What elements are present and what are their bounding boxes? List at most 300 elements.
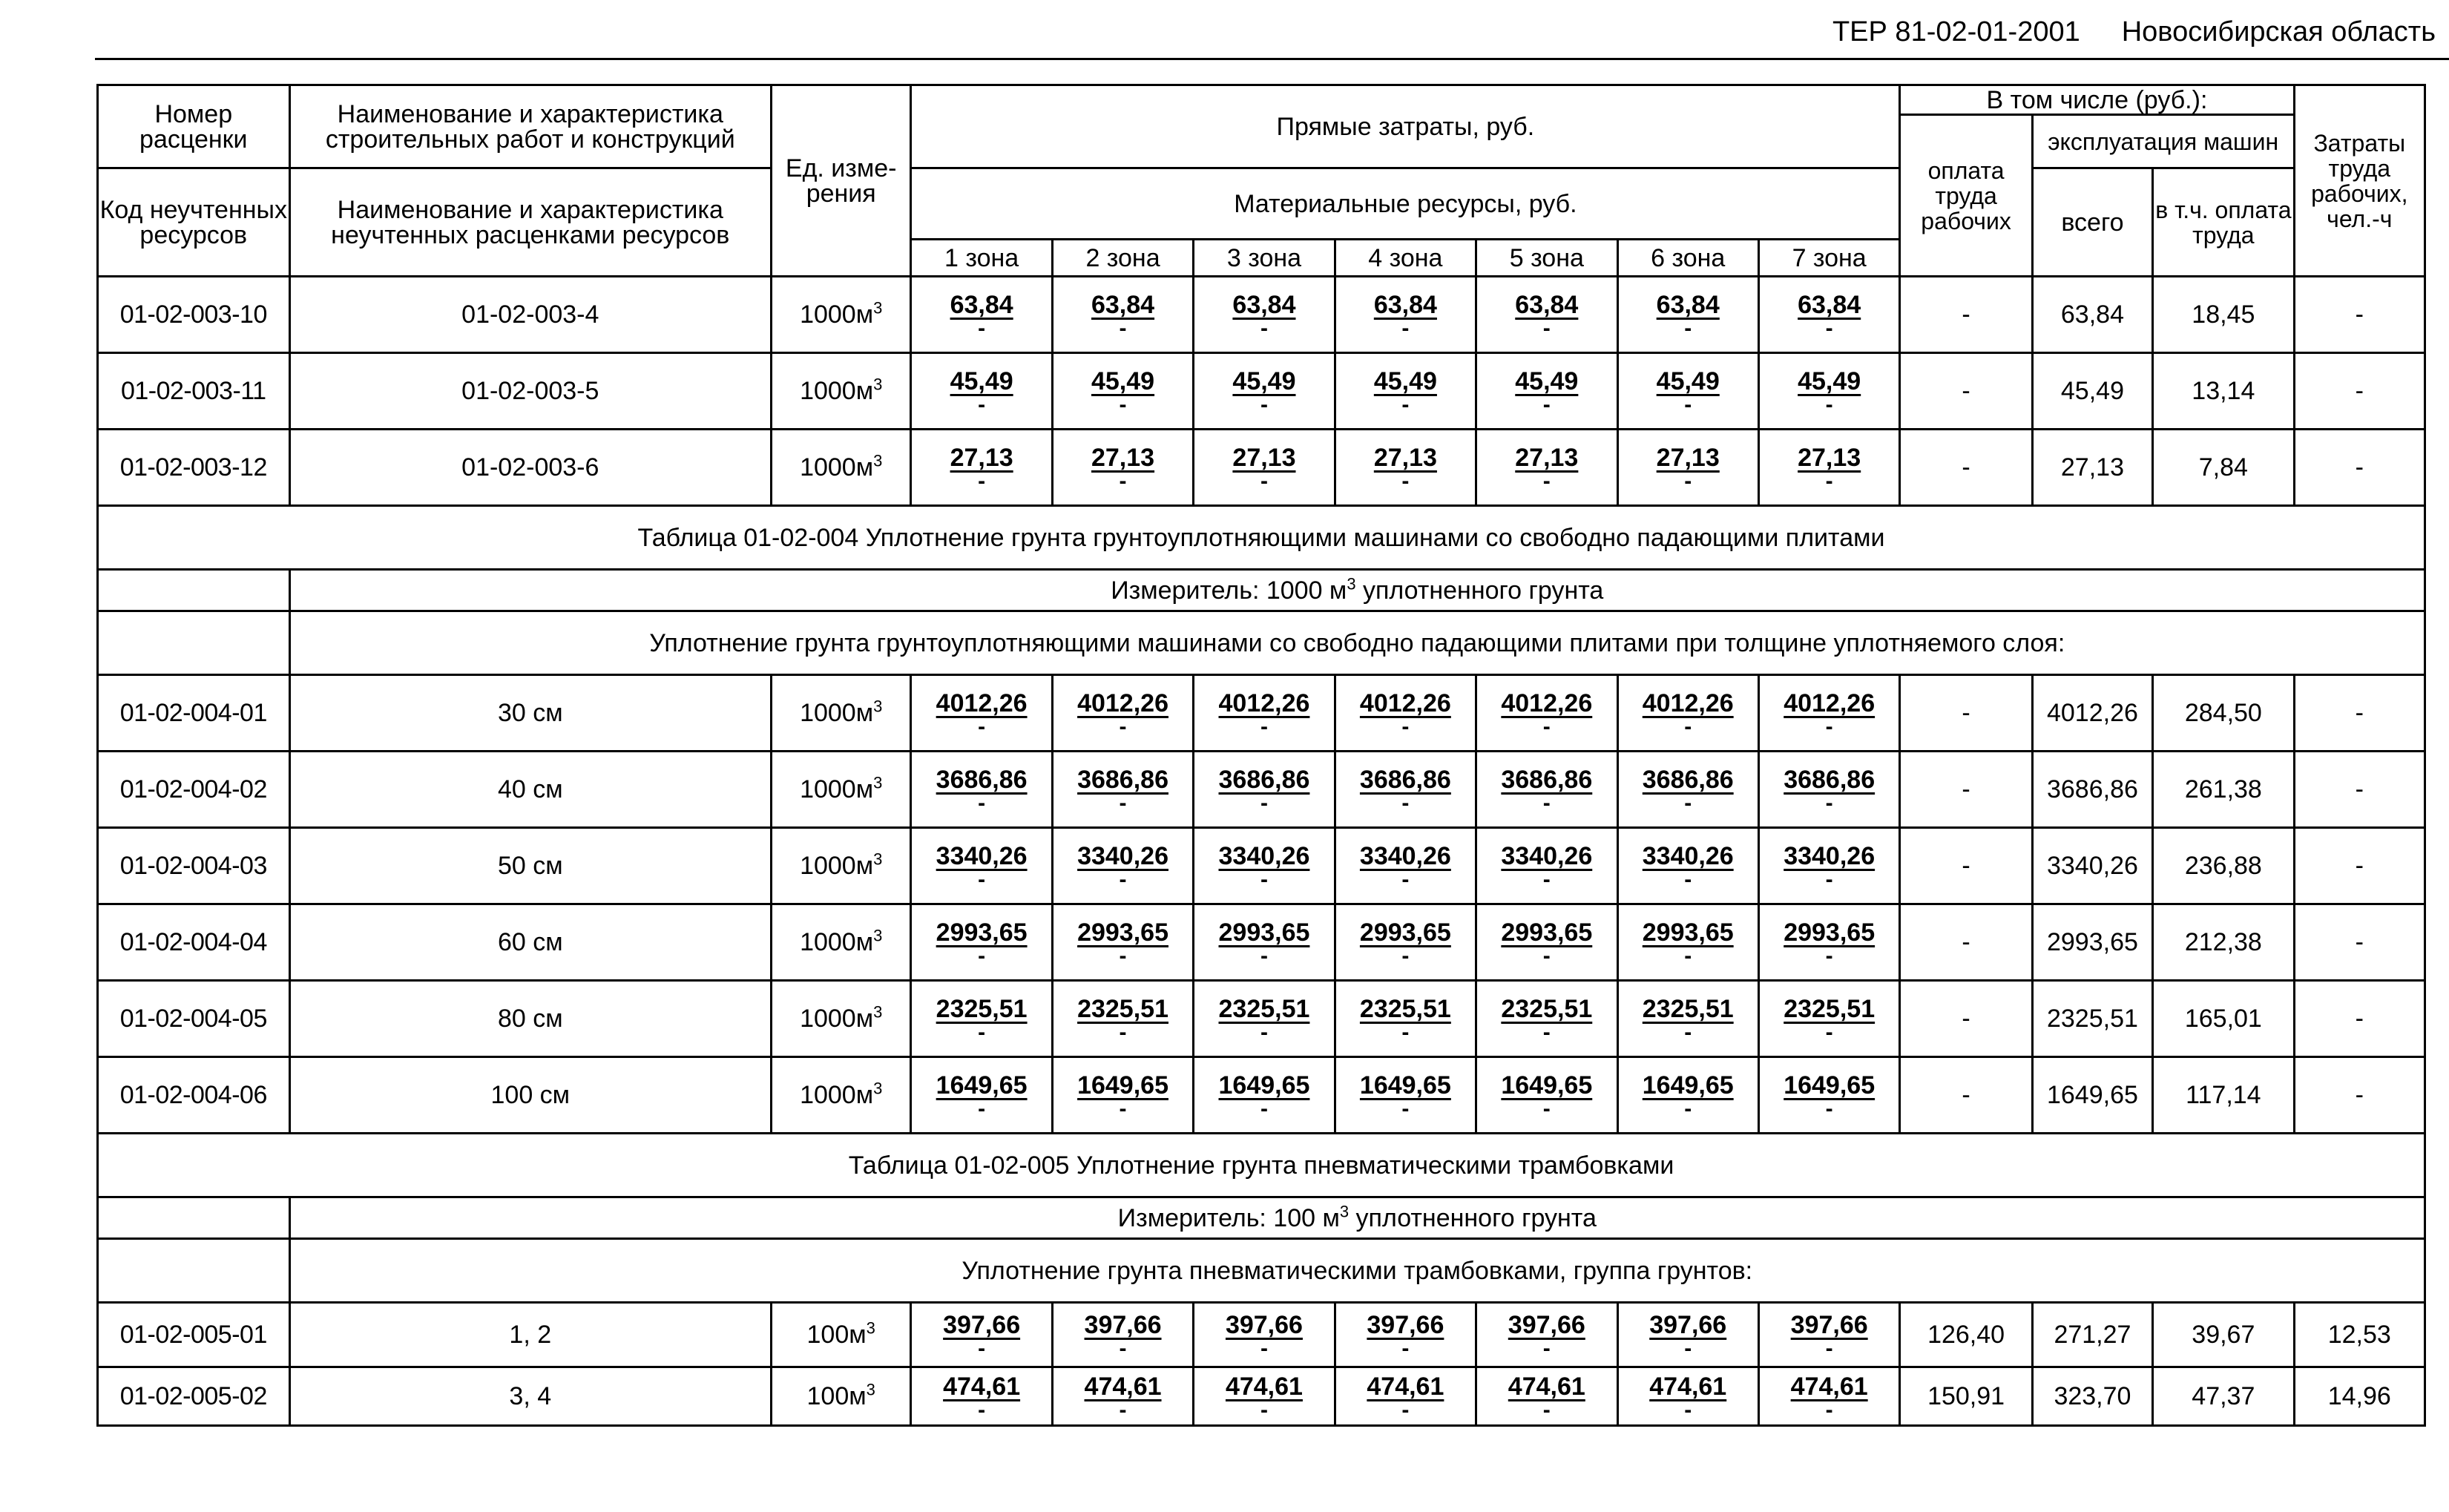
zone-price: 63,84 <box>1656 291 1720 319</box>
zone-price-cell <box>1335 353 1476 430</box>
zone-price-cell <box>1335 828 1476 904</box>
zone-price-cell <box>911 828 1052 904</box>
zone-price: 2325,51 <box>1359 995 1451 1023</box>
zone-price-cell <box>1758 675 1899 752</box>
machines-total-value: 1649,65 <box>2032 1057 2152 1134</box>
rate-name: 01-02-003-5 <box>289 353 771 430</box>
labor-pay-header: оплата труда рабочих <box>1900 115 2032 277</box>
document-code: ТЕР 81-02-01-2001 <box>1832 16 2080 47</box>
zone-price-dash: - <box>1401 1097 1410 1121</box>
section-description: Уплотнение грунта пневматическими трамбовками, группа грунтов: <box>289 1239 2425 1303</box>
labor-pay-value: - <box>1900 904 2032 981</box>
zone-price-cell <box>1335 1057 1476 1134</box>
zone-price: 474,61 <box>1508 1373 1585 1401</box>
zone-price: 474,61 <box>1225 1373 1303 1401</box>
unit-superscript: 3 <box>873 849 883 869</box>
unit-superscript: 3 <box>873 375 883 394</box>
zone-price-cell <box>911 752 1052 828</box>
zone-price-dash: - <box>1119 1020 1127 1045</box>
zone-price-cell <box>1476 1367 1617 1426</box>
rate-code: 01-02-004-03 <box>98 828 290 904</box>
zone-price: 27,13 <box>1232 444 1296 472</box>
machines-total-value: 63,84 <box>2032 277 2152 353</box>
empty-cell <box>98 611 290 675</box>
zone-price-dash: - <box>1260 1398 1268 1422</box>
machines-pay-value: 47,37 <box>2153 1367 2294 1426</box>
rate-name: 3, 4 <box>289 1367 771 1426</box>
zone-price: 2993,65 <box>1642 918 1734 947</box>
zone-header: 7 зона <box>1758 240 1899 277</box>
zone-price-cell <box>1194 430 1335 506</box>
unit-cell <box>772 752 911 828</box>
zone-price-cell <box>1476 1303 1617 1367</box>
table-row <box>98 1303 2425 1367</box>
zone-price: 2993,65 <box>1784 918 1876 947</box>
zone-price-cell <box>1194 1057 1335 1134</box>
unit-cell <box>772 1057 911 1134</box>
zone-price-dash: - <box>1684 867 1692 892</box>
machines-pay-value: 13,14 <box>2153 353 2294 430</box>
rate-code: 01-02-004-04 <box>98 904 290 981</box>
empty-cell <box>98 1197 290 1239</box>
rate-name: 01-02-003-4 <box>289 277 771 353</box>
unit-value: 1000м <box>800 453 874 481</box>
zone-price-dash: - <box>978 1020 986 1045</box>
zone-price-dash: - <box>1119 469 1127 493</box>
zone-price-dash: - <box>1684 1097 1692 1121</box>
zone-price-cell <box>911 675 1052 752</box>
table-row <box>98 1367 2425 1426</box>
zone-price-dash: - <box>1401 392 1410 417</box>
labor-pay-value: - <box>1900 675 2032 752</box>
measure-label: Измеритель: 100 м <box>1117 1203 1340 1232</box>
zone-price-cell <box>1617 904 1758 981</box>
labor-hours-value: - <box>2294 675 2425 752</box>
zone-price-dash: - <box>1119 1097 1127 1121</box>
unit-superscript: 3 <box>873 773 883 792</box>
zone-price-dash: - <box>978 791 986 815</box>
zone-price: 3686,86 <box>1501 766 1593 794</box>
description-row <box>98 611 2425 675</box>
machines-pay-value: 212,38 <box>2153 904 2294 981</box>
measure-cell <box>289 1197 2425 1239</box>
machines-pay-value: 284,50 <box>2153 675 2294 752</box>
zone-price: 45,49 <box>1515 367 1579 395</box>
zone-price: 3686,86 <box>1077 766 1168 794</box>
zone-price: 4012,26 <box>1218 689 1310 717</box>
zone-price-cell <box>1758 1057 1899 1134</box>
machines-total-value: 27,13 <box>2032 430 2152 506</box>
zone-price: 45,49 <box>1091 367 1155 395</box>
zone-price-cell <box>1617 675 1758 752</box>
measure-cell <box>289 570 2425 611</box>
zone-price: 45,49 <box>1373 367 1437 395</box>
zone-price-dash: - <box>978 1398 986 1422</box>
zone-price-dash: - <box>1260 392 1268 417</box>
zone-price: 3686,86 <box>1642 766 1734 794</box>
zone-price-cell <box>1617 1367 1758 1426</box>
zone-price-dash: - <box>1401 867 1410 892</box>
measure-label: Измеритель: 1000 м <box>1111 576 1347 605</box>
unit-cell <box>772 828 911 904</box>
header-divider <box>95 58 2449 60</box>
machines-total-value: 45,49 <box>2032 353 2152 430</box>
unit-superscript: 3 <box>873 298 883 318</box>
zone-price-cell <box>1617 277 1758 353</box>
machines-pay-value: 117,14 <box>2153 1057 2294 1134</box>
zone-price-cell <box>1758 353 1899 430</box>
unit-cell <box>772 675 911 752</box>
zone-price: 3686,86 <box>1784 766 1876 794</box>
labor-hours-value: - <box>2294 1057 2425 1134</box>
zone-price: 3686,86 <box>1359 766 1451 794</box>
zone-price-cell <box>1052 353 1193 430</box>
zone-price-cell <box>1758 828 1899 904</box>
zone-price: 27,13 <box>1656 444 1720 472</box>
machines-pay-value: 165,01 <box>2153 981 2294 1057</box>
zone-price: 397,66 <box>1084 1311 1162 1339</box>
zone-price-cell <box>1194 981 1335 1057</box>
machines-total-value: 323,70 <box>2032 1367 2152 1426</box>
zone-price-cell <box>911 981 1052 1057</box>
labor-hours-value: - <box>2294 430 2425 506</box>
zone-price: 2993,65 <box>1501 918 1593 947</box>
labor-cost-header: Затраты труда рабочих, чел.-ч <box>2294 85 2425 277</box>
zone-price: 45,49 <box>1656 367 1720 395</box>
zone-price: 397,66 <box>1225 1311 1303 1339</box>
zone-price-dash: - <box>1260 1097 1268 1121</box>
table-row <box>98 277 2425 353</box>
zone-price-cell <box>1335 430 1476 506</box>
zone-price: 1649,65 <box>1077 1071 1168 1100</box>
zone-price-dash: - <box>1542 867 1551 892</box>
zone-price-cell <box>1335 752 1476 828</box>
unit-superscript: 3 <box>873 926 883 945</box>
labor-hours-value: - <box>2294 904 2425 981</box>
zone-price-dash: - <box>1260 944 1268 968</box>
rate-code: 01-02-005-02 <box>98 1367 290 1426</box>
unit-value: 1000м <box>800 928 874 956</box>
zone-price-dash: - <box>1260 1336 1268 1361</box>
zone-header: 4 зона <box>1335 240 1476 277</box>
zone-price-dash: - <box>1401 714 1410 739</box>
labor-pay-value: - <box>1900 981 2032 1057</box>
rate-name: 50 см <box>289 828 771 904</box>
col-name-header: Наименование и характеристика строительных работ и конструкций <box>289 85 771 168</box>
labor-pay-value: 126,40 <box>1900 1303 2032 1367</box>
zone-price-cell <box>1758 1367 1899 1426</box>
zone-price-cell <box>1194 277 1335 353</box>
rate-code: 01-02-003-10 <box>98 277 290 353</box>
unit-cell <box>772 277 911 353</box>
zone-price: 397,66 <box>1649 1311 1727 1339</box>
zone-price-cell <box>1335 277 1476 353</box>
zone-price: 3686,86 <box>936 766 1028 794</box>
col-number-header: Номер расценки <box>98 85 290 168</box>
zone-price: 1649,65 <box>1784 1071 1876 1100</box>
zone-price: 63,84 <box>1232 291 1296 319</box>
section-title: Таблица 01-02-005 Уплотнение грунта пневматическими трамбовками <box>98 1134 2425 1197</box>
zone-price-dash: - <box>1119 316 1127 341</box>
zone-price: 2325,51 <box>1077 995 1168 1023</box>
zone-price-dash: - <box>1684 316 1692 341</box>
zone-price-cell <box>911 353 1052 430</box>
zone-price: 3340,26 <box>1501 842 1593 870</box>
zone-price-dash: - <box>1825 791 1833 815</box>
zone-price: 4012,26 <box>936 689 1028 717</box>
labor-hours-value: - <box>2294 828 2425 904</box>
zone-price-cell <box>1617 752 1758 828</box>
zone-price-dash: - <box>1119 1398 1127 1422</box>
zone-price-cell <box>1617 353 1758 430</box>
unit-superscript: 3 <box>873 451 883 470</box>
direct-costs-header: Прямые затраты, руб. <box>911 85 1900 168</box>
col-code-header: Код неучтенных ресурсов <box>98 168 290 277</box>
zone-price-dash: - <box>1825 944 1833 968</box>
zone-price-cell <box>1758 981 1899 1057</box>
unit-value: 1000м <box>800 1081 874 1109</box>
zone-price: 45,49 <box>950 367 1013 395</box>
zone-price-dash: - <box>978 944 986 968</box>
zone-price-cell <box>1476 981 1617 1057</box>
labor-pay-value: - <box>1900 430 2032 506</box>
zone-price: 2993,65 <box>1077 918 1168 947</box>
zone-price-dash: - <box>1119 791 1127 815</box>
zone-price-cell <box>1194 828 1335 904</box>
zone-price-cell <box>911 904 1052 981</box>
labor-pay-value: - <box>1900 353 2032 430</box>
zone-price-dash: - <box>1825 316 1833 341</box>
rate-code: 01-02-004-02 <box>98 752 290 828</box>
zone-header: 2 зона <box>1052 240 1193 277</box>
table-row <box>98 752 2425 828</box>
zone-price-cell <box>1052 430 1193 506</box>
zone-price-dash: - <box>1825 1336 1833 1361</box>
machines-total-value: 4012,26 <box>2032 675 2152 752</box>
zone-price-dash: - <box>1542 392 1551 417</box>
zone-price-dash: - <box>1260 791 1268 815</box>
rate-code: 01-02-004-01 <box>98 675 290 752</box>
machines-pay-value: 7,84 <box>2153 430 2294 506</box>
section-title-row <box>98 506 2425 570</box>
zone-price-dash: - <box>978 1097 986 1121</box>
zone-price-dash: - <box>1825 714 1833 739</box>
unit-cell <box>772 430 911 506</box>
zone-price-cell <box>1617 430 1758 506</box>
region-name: Новосибирская область <box>2121 16 2436 47</box>
zone-price: 2993,65 <box>1359 918 1451 947</box>
zone-price: 3340,26 <box>1218 842 1310 870</box>
machines-pay-value: 39,67 <box>2153 1303 2294 1367</box>
zone-price: 3340,26 <box>936 842 1028 870</box>
table-row <box>98 828 2425 904</box>
zone-price-cell <box>1194 752 1335 828</box>
machines-pay-value: 18,45 <box>2153 277 2294 353</box>
rate-code: 01-02-005-01 <box>98 1303 290 1367</box>
zone-price-cell <box>1194 675 1335 752</box>
zone-price: 2325,51 <box>1218 995 1310 1023</box>
zone-price: 27,13 <box>1798 444 1861 472</box>
description-row <box>98 1239 2425 1303</box>
measure-tail: уплотненного грунта <box>1349 1203 1597 1232</box>
zone-price-cell <box>1052 752 1193 828</box>
zone-price-dash: - <box>978 867 986 892</box>
zone-price-dash: - <box>1684 392 1692 417</box>
unit-value: 1000м <box>800 699 874 727</box>
zone-price: 3686,86 <box>1218 766 1310 794</box>
zone-price: 1649,65 <box>1642 1071 1734 1100</box>
zone-price-dash: - <box>1825 1398 1833 1422</box>
unit-superscript: 3 <box>873 1002 883 1022</box>
machines-total-value: 3340,26 <box>2032 828 2152 904</box>
zone-price-cell <box>1194 353 1335 430</box>
zone-price-dash: - <box>978 714 986 739</box>
rate-code: 01-02-004-05 <box>98 981 290 1057</box>
zone-price-dash: - <box>1260 867 1268 892</box>
zone-price-cell <box>1617 1303 1758 1367</box>
zone-header: 5 зона <box>1476 240 1617 277</box>
zone-price-cell <box>1758 1303 1899 1367</box>
zone-price-cell <box>1476 752 1617 828</box>
zone-price-dash: - <box>1684 714 1692 739</box>
zone-price: 63,84 <box>1373 291 1437 319</box>
zone-price: 3340,26 <box>1359 842 1451 870</box>
zone-price: 474,61 <box>1084 1373 1162 1401</box>
unit-value: 1000м <box>800 1005 874 1033</box>
zone-price-cell <box>1194 1303 1335 1367</box>
labor-hours-value: 14,96 <box>2294 1367 2425 1426</box>
zone-price-dash: - <box>1825 469 1833 493</box>
zone-price: 1649,65 <box>1218 1071 1310 1100</box>
zone-price: 63,84 <box>950 291 1013 319</box>
zone-price-cell <box>1335 1367 1476 1426</box>
zone-price: 474,61 <box>1649 1373 1727 1401</box>
zone-price-dash: - <box>978 316 986 341</box>
measure-row <box>98 570 2425 611</box>
table-row <box>98 430 2425 506</box>
zone-price-cell <box>1758 904 1899 981</box>
zone-price: 1649,65 <box>1359 1071 1451 1100</box>
zone-price-dash: - <box>1684 469 1692 493</box>
zone-price-dash: - <box>1119 867 1127 892</box>
machines-pay-value: 236,88 <box>2153 828 2294 904</box>
labor-hours-value: 12,53 <box>2294 1303 2425 1367</box>
zone-price-dash: - <box>1825 392 1833 417</box>
col-resource-name-header: Наименование и характеристика неучтенных расценками ресурсов <box>289 168 771 277</box>
empty-cell <box>98 1239 290 1303</box>
zone-price: 45,49 <box>1798 367 1861 395</box>
zone-price: 3340,26 <box>1077 842 1168 870</box>
zone-price-dash: - <box>1260 714 1268 739</box>
zone-price-cell <box>1476 675 1617 752</box>
zone-price-dash: - <box>1542 714 1551 739</box>
machines-pay-header: в т.ч. оплата труда <box>2153 168 2294 277</box>
rate-name: 40 см <box>289 752 771 828</box>
zone-price-cell <box>1758 752 1899 828</box>
zone-price: 4012,26 <box>1077 689 1168 717</box>
unit-cell <box>772 1303 911 1367</box>
labor-hours-value: - <box>2294 752 2425 828</box>
zone-price-dash: - <box>1684 1398 1692 1422</box>
zone-price: 45,49 <box>1232 367 1296 395</box>
zone-price-dash: - <box>1260 316 1268 341</box>
zone-price: 1649,65 <box>1501 1071 1593 1100</box>
zone-price-cell <box>911 277 1052 353</box>
zone-price-cell <box>1052 1367 1193 1426</box>
labor-pay-value: - <box>1900 1057 2032 1134</box>
zone-price-dash: - <box>1542 1336 1551 1361</box>
rate-code: 01-02-003-11 <box>98 353 290 430</box>
measure-superscript: 3 <box>1347 574 1356 594</box>
zone-price: 397,66 <box>943 1311 1021 1339</box>
section-description: Уплотнение грунта грунтоуплотняющими машинами со свободно падающими плитами при толщине уплотняемого слоя: <box>289 611 2425 675</box>
table-row <box>98 904 2425 981</box>
labor-hours-value: - <box>2294 277 2425 353</box>
zone-price-cell <box>911 1367 1052 1426</box>
machines-pay-value: 261,38 <box>2153 752 2294 828</box>
zone-price-dash: - <box>1825 867 1833 892</box>
table-row <box>98 981 2425 1057</box>
machines-total-value: 2325,51 <box>2032 981 2152 1057</box>
zone-price-cell <box>1052 675 1193 752</box>
labor-pay-value: - <box>1900 828 2032 904</box>
zone-price-dash: - <box>1542 944 1551 968</box>
zone-price-cell <box>1476 1057 1617 1134</box>
unit-value: 100м <box>806 1321 867 1349</box>
page-header <box>1832 16 2436 48</box>
zone-price: 2993,65 <box>936 918 1028 947</box>
machines-header: эксплуатация машин <box>2032 115 2294 168</box>
zone-price: 2325,51 <box>1501 995 1593 1023</box>
measure-superscript: 3 <box>1339 1202 1350 1221</box>
zone-price-cell <box>1476 430 1617 506</box>
zone-price-cell <box>1335 1303 1476 1367</box>
materials-header: Материальные ресурсы, руб. <box>911 168 1900 240</box>
zone-price-cell <box>1617 981 1758 1057</box>
zone-price-dash: - <box>1401 469 1410 493</box>
zone-header: 1 зона <box>911 240 1052 277</box>
labor-hours-value: - <box>2294 353 2425 430</box>
rate-name: 30 см <box>289 675 771 752</box>
zone-price: 397,66 <box>1508 1311 1585 1339</box>
zone-price: 2325,51 <box>936 995 1028 1023</box>
zone-price: 27,13 <box>1091 444 1155 472</box>
zone-price: 63,84 <box>1515 291 1579 319</box>
zone-price-dash: - <box>1401 791 1410 815</box>
rate-name: 1, 2 <box>289 1303 771 1367</box>
zone-price: 474,61 <box>943 1373 1021 1401</box>
zone-price-cell <box>911 1303 1052 1367</box>
zone-price-dash: - <box>1542 316 1551 341</box>
zone-price: 2325,51 <box>1784 995 1876 1023</box>
zone-price-cell <box>1052 904 1193 981</box>
zone-price: 27,13 <box>1373 444 1437 472</box>
zone-price-dash: - <box>978 469 986 493</box>
zone-price-dash: - <box>1542 1398 1551 1422</box>
zone-price-dash: - <box>1825 1020 1833 1045</box>
zone-price: 4012,26 <box>1359 689 1451 717</box>
zone-price: 63,84 <box>1798 291 1861 319</box>
table-row <box>98 675 2425 752</box>
zone-price-dash: - <box>1401 316 1410 341</box>
col-unit-header: Ед. изме-рения <box>772 85 911 277</box>
zone-price-dash: - <box>978 1336 986 1361</box>
unit-value: 100м <box>806 1382 867 1410</box>
zone-price-dash: - <box>1542 1020 1551 1045</box>
rate-code: 01-02-003-12 <box>98 430 290 506</box>
unit-superscript: 3 <box>866 1380 875 1399</box>
unit-superscript: 3 <box>873 697 883 716</box>
